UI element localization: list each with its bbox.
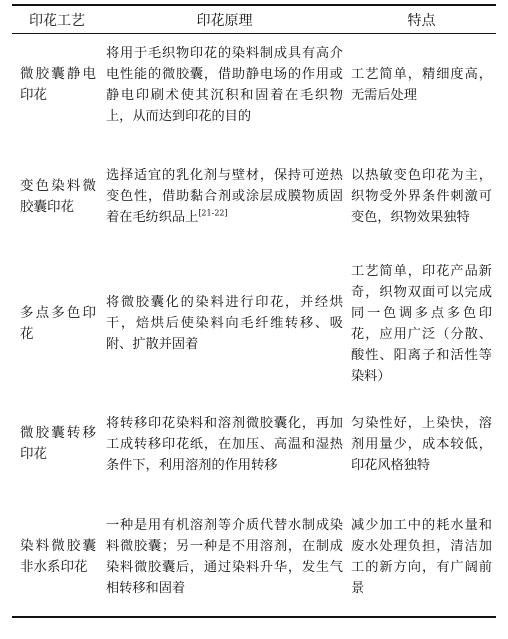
table-row	[12, 136, 496, 257]
process-principle: 一种是用有机溶剂等介质代替水制成染料微胶囊；另一种是不用溶剂，在制成染料微胶囊后，通过染料升华，发生气相转移和固着	[102, 498, 347, 617]
header-feature: 特点	[347, 5, 496, 34]
process-name: 染料微胶囊非水系印花	[12, 498, 102, 617]
process-principle: 将用于毛织物印花的染料制成具有高介电性能的微胶囊，借助静电场的作用或静电印刷术使其沉积和固着在毛织物上，从而达到印花的目的	[106, 46, 343, 124]
process-name: 多点多色印花	[20, 304, 96, 342]
process-principle: 选择适宜的乳化剂与壁材，保持可逆热变色性，借助黏合剂或涂层成膜物质固着在毛纺织品上	[106, 168, 343, 225]
process-feature: 工艺简单，精细度高，无需后处理	[351, 67, 492, 103]
table-row	[12, 257, 496, 390]
process-name: 微胶囊静电印花	[20, 66, 96, 103]
process-principle: 将转移印花染料和溶剂微胶囊化，再加工成转移印花纸，在加压、高温和湿热条件下，利用溶剂的作用转移	[106, 415, 343, 473]
table-row	[12, 390, 496, 498]
printing-process-table	[12, 4, 496, 618]
table-row	[12, 498, 496, 617]
table-row	[12, 34, 496, 137]
process-name: 变色染料微胶囊印花	[20, 177, 96, 215]
process-principle-cell	[102, 136, 347, 257]
process-feature: 减少加工中的耗水量和废水处理负担，清洁加工的新方向，有广阔前景	[347, 498, 496, 617]
process-principle: 将微胶囊化的染料进行印花，并经烘干，焙烘后使染料向毛纤维转移、吸附、扩散并固着	[106, 295, 343, 352]
process-feature: 匀染性好，上染快，溶剂用量少，成本较低，印花风格独特	[351, 415, 492, 473]
citation: [21-22]	[198, 208, 228, 218]
header-principle: 印花原理	[102, 5, 347, 34]
process-feature: 工艺简单，印花产品新奇，织物双面可以完成同一色调多点多色印花，应用广泛（分散、酸性、阳离子和活性等染料）	[351, 263, 492, 384]
header-process: 印花工艺	[12, 5, 102, 34]
process-feature: 以热敏变色印花为主，织物受外界条件刺激可变色，织物效果独特	[351, 168, 492, 225]
process-name: 微胶囊转移印花	[20, 425, 96, 462]
header-row	[12, 5, 496, 34]
